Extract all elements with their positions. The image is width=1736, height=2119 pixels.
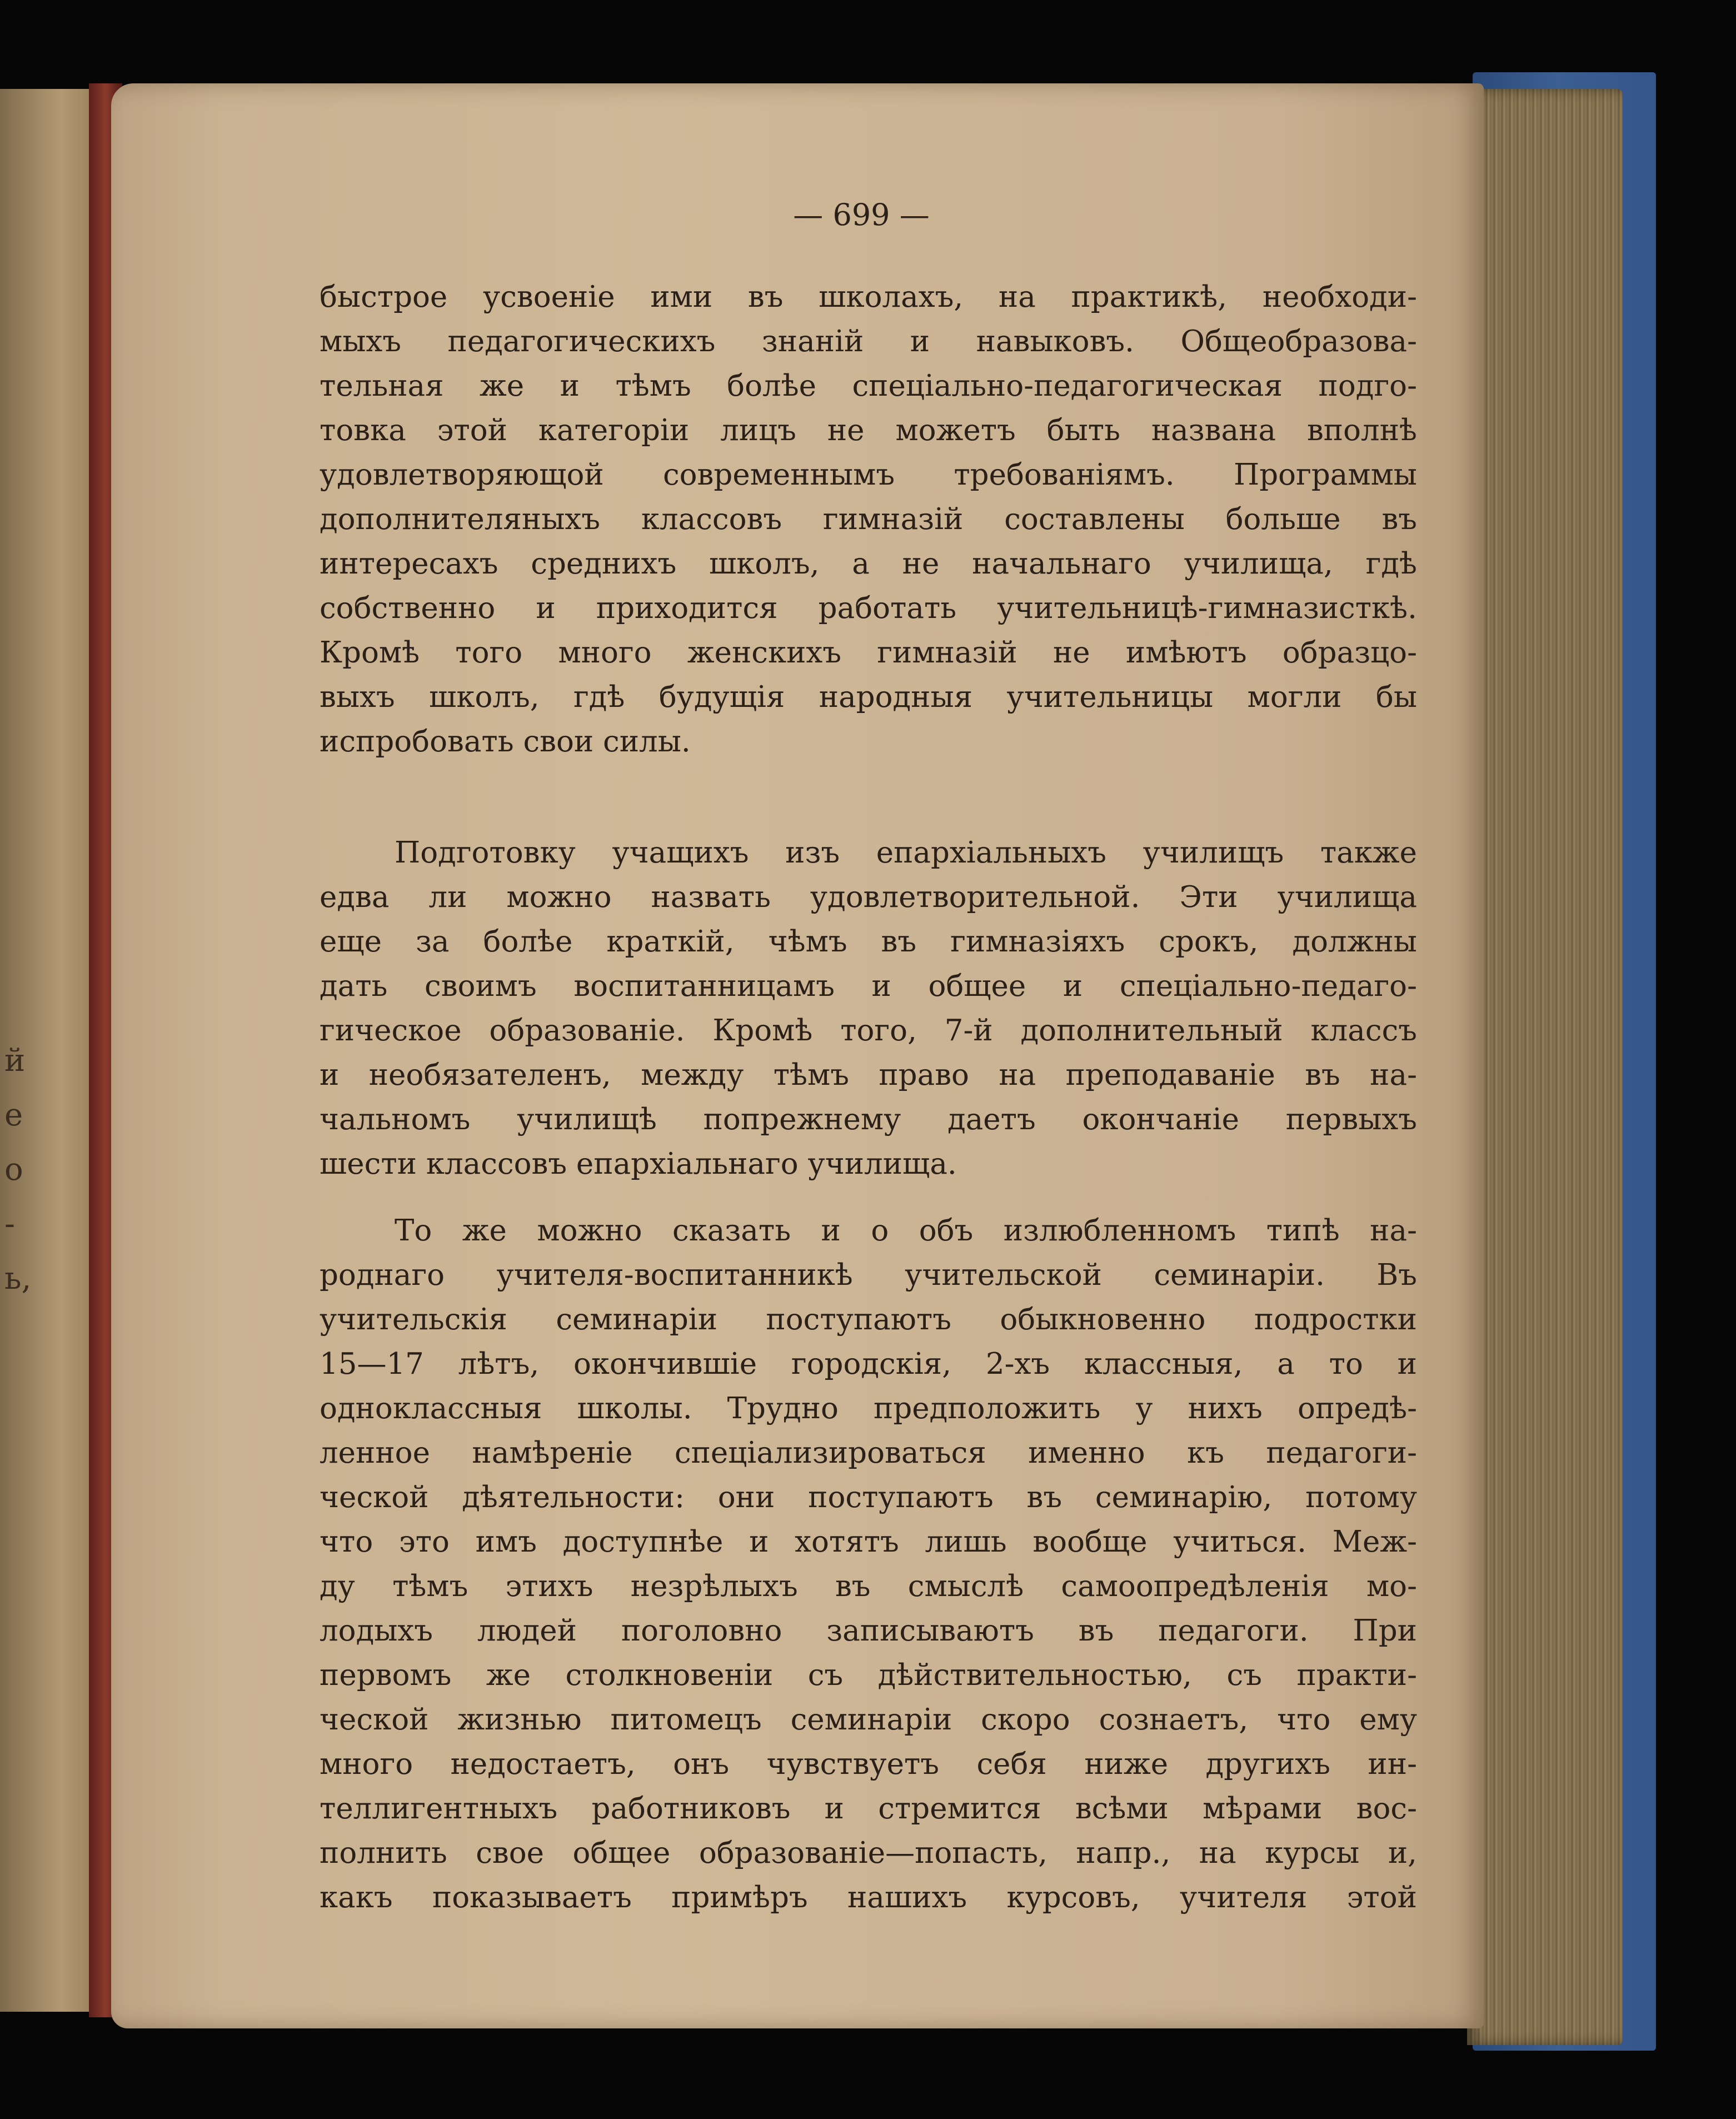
text-line: товка этой категорiи лицъ не можетъ быть названа вполнѣ bbox=[320, 413, 1417, 447]
paragraph-1 bbox=[320, 275, 1417, 764]
text-line: полнить свое общее образованiе—попасть, напр., на курсы и, bbox=[320, 1836, 1417, 1870]
text-line: гическое образованiе. Кромѣ того, 7-й дополнительный классъ bbox=[320, 1014, 1417, 1048]
text-line: что это имъ доступнѣе и хотятъ лишь вообще учиться. Меж- bbox=[320, 1525, 1417, 1559]
text-line: первомъ же столкновенiи съ дѣйствительностью, съ практи- bbox=[320, 1658, 1417, 1692]
text-line: То же можно сказать и о объ излюбленномъ типѣ на- bbox=[395, 1214, 1417, 1248]
text-line: быстрое усвоенiе ими въ школахъ, на практикѣ, необходи- bbox=[320, 280, 1417, 314]
fragment: й bbox=[4, 1043, 26, 1079]
text-line: роднаго учителя-воспитанникѣ учительской семинарiи. Въ bbox=[320, 1258, 1417, 1292]
fragment: - bbox=[4, 1206, 15, 1242]
text-line: ческой дѣятельности: они поступаютъ въ семинарiю, потому bbox=[320, 1480, 1417, 1514]
text-line: шести классовъ епархiальнаго училища. bbox=[320, 1147, 957, 1181]
text-line: и необязателенъ, между тѣмъ право на преподаванiе въ на- bbox=[320, 1058, 1417, 1092]
text-line: дополнителяныхъ классовъ гимназiй составлены больше въ bbox=[320, 502, 1417, 536]
previous-page-fragments bbox=[4, 1034, 32, 1306]
text-line: еще за болѣе краткiй, чѣмъ въ гимназiяхъ срокъ, должны bbox=[320, 925, 1417, 959]
text-line: учительскiя семинарiи поступаютъ обыкновенно подростки bbox=[320, 1303, 1417, 1337]
book-page bbox=[111, 83, 1484, 2028]
text-line: собственно и приходится работать учительницѣ-гимназисткѣ. bbox=[320, 591, 1417, 625]
paragraph-3 bbox=[320, 1209, 1417, 1920]
text-line: 15—17 лѣтъ, окончившiе городскiя, 2-хъ классныя, а то и bbox=[320, 1347, 1417, 1381]
page-number: — 699 — bbox=[793, 197, 930, 232]
text-line: испробовать свои силы. bbox=[320, 725, 691, 759]
text-line: едва ли можно назвать удовлетворительной. Эти училища bbox=[320, 880, 1417, 914]
text-line: теллигентныхъ работниковъ и стремится всѣми мѣрами вос- bbox=[320, 1792, 1417, 1826]
text-line: Кромѣ того много женскихъ гимназiй не имѣютъ образцо- bbox=[320, 636, 1417, 670]
text-line: какъ показываетъ примѣръ нашихъ курсовъ, учителя этой bbox=[320, 1881, 1417, 1914]
page-edges bbox=[1467, 89, 1623, 2045]
text-line: ду тѣмъ этихъ незрѣлыхъ въ смыслѣ самоопредѣленiя мо- bbox=[320, 1569, 1417, 1603]
text-line: лодыхъ людей поголовно записываютъ въ педагоги. При bbox=[320, 1614, 1417, 1648]
fragment: е bbox=[4, 1097, 23, 1133]
text-line: ческой жизнью питомецъ семинарiи скоро сознаетъ, что ему bbox=[320, 1703, 1417, 1737]
text-line: ленное намѣренiе спецiализироваться именно къ педагоги- bbox=[320, 1436, 1417, 1470]
text-line: выхъ школъ, гдѣ будущiя народныя учительницы могли бы bbox=[320, 680, 1417, 714]
text-line: Подготовку учащихъ изъ епархiальныхъ училищъ также bbox=[395, 836, 1417, 870]
paragraph-2 bbox=[320, 831, 1417, 1186]
text-line: интересахъ среднихъ школъ, а не начальнаго училища, гдѣ bbox=[320, 547, 1417, 581]
fragment: о bbox=[4, 1151, 23, 1188]
fragment: ь, bbox=[4, 1260, 32, 1297]
text-line: мыхъ педагогическихъ знанiй и навыковъ. Общеобразова- bbox=[320, 325, 1417, 358]
text-line: удовлетворяющой современнымъ требованiямъ. Программы bbox=[320, 458, 1417, 492]
text-line: тельная же и тѣмъ болѣе спецiально-педагогическая подго- bbox=[320, 369, 1417, 403]
text-line: чальномъ училищѣ попрежнему даетъ окончанiе первыхъ bbox=[320, 1103, 1417, 1136]
text-line: дать своимъ воспитанницамъ и общее и спецiально-педаго- bbox=[320, 969, 1417, 1003]
text-line: одноклассныя школы. Трудно предположить у нихъ опредѣ- bbox=[320, 1392, 1417, 1425]
text-line: много недостаетъ, онъ чувствуетъ себя ниже другихъ ин- bbox=[320, 1747, 1417, 1781]
